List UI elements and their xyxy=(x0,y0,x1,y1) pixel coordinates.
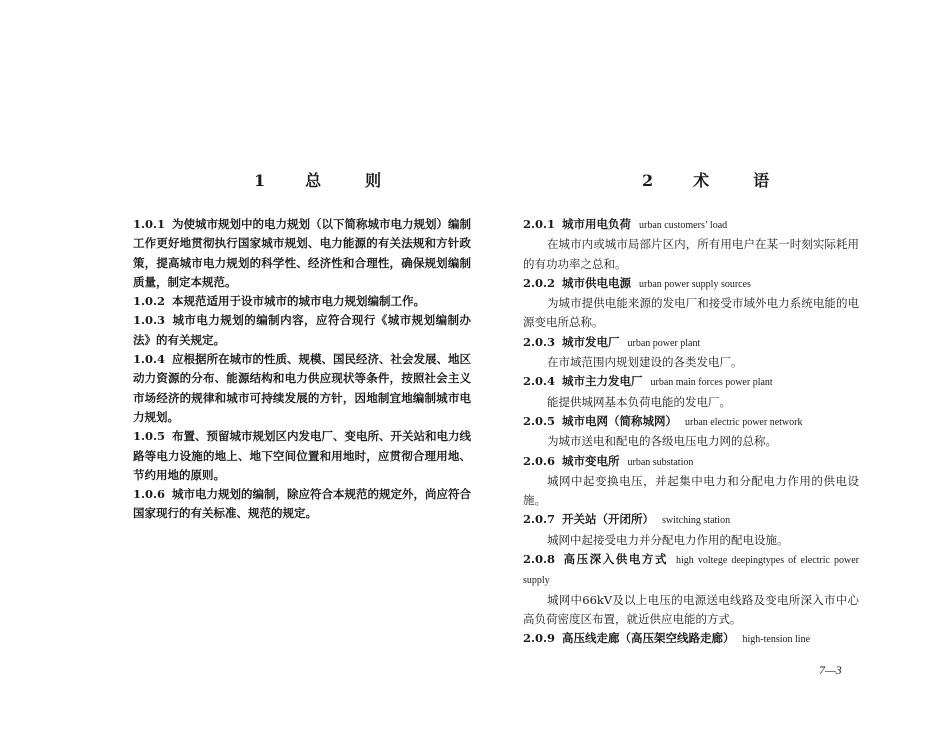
term-entry xyxy=(523,372,859,392)
clause-number: 1.0.3 xyxy=(133,313,166,328)
term-english: urban power supply sources xyxy=(639,278,751,290)
clause xyxy=(133,485,471,524)
page-number: 7—3 xyxy=(819,663,842,677)
chapter-1-title-char-1: 总 xyxy=(305,171,324,190)
chapter-1-number: 1 xyxy=(254,171,268,190)
term-english: urban main forces power plant xyxy=(650,377,773,389)
term-number: 2.0.5 xyxy=(523,413,556,428)
term-english: high voltege deepingtypes of electric power supply xyxy=(523,555,860,587)
term-english: high-tension line xyxy=(742,634,811,646)
term-number: 2.0.3 xyxy=(523,334,556,349)
clause-text: 城市电力规划的编制内容，应符合现行《城市规划编制办法》的有关规定。 xyxy=(133,313,471,347)
term-entry xyxy=(523,510,859,530)
clause-text: 城市电力规划的编制，除应符合本规范的规定外，尚应符合国家现行的有关标准、规范的规定。 xyxy=(133,487,472,521)
term-definition: 为城市送电和配电的各级电压电力网的总称。 xyxy=(547,434,777,449)
term-english: urban electric power network xyxy=(685,416,803,428)
term-definition: 城网中66kV及以上电压的电源送电线路及变电所深入市中心高负荷密度区布置，就近供应电能的方式。 xyxy=(523,592,859,626)
chapter-2-number: 2 xyxy=(642,171,656,190)
chapter-2-title-char-2: 语 xyxy=(753,171,772,190)
term-entry xyxy=(523,629,859,649)
terms-text xyxy=(523,215,859,650)
term-number: 2.0.7 xyxy=(523,512,556,527)
term-definition: 城网中起变换电压，并起集中电力和分配电力作用的供电设施。 xyxy=(523,473,859,508)
clause xyxy=(133,292,471,311)
clause xyxy=(133,311,471,350)
clause-number: 1.0.4 xyxy=(133,352,166,367)
chapter-1-heading xyxy=(254,168,383,191)
term-entry xyxy=(523,274,859,294)
clause-number: 1.0.5 xyxy=(133,429,166,444)
term-number: 2.0.9 xyxy=(523,631,556,646)
chapter-2-heading xyxy=(642,168,771,191)
term-entry xyxy=(523,550,859,591)
term-definition: 在城市内或城市局部片区内，所有用电户在某一时刻实际耗用的有功功率之总和。 xyxy=(523,237,859,271)
chapter-2-title-char-1: 术 xyxy=(693,171,712,190)
term-chinese: 城市变电所 xyxy=(562,453,620,468)
term-number: 2.0.8 xyxy=(523,552,556,567)
general-provisions-text xyxy=(133,215,471,524)
term-entry xyxy=(523,333,859,353)
term-english: urban customers’ load xyxy=(639,220,728,231)
clause-text: 本规范适用于设市城市的城市电力规划编制工作。 xyxy=(172,294,426,309)
term-number: 2.0.4 xyxy=(523,374,556,389)
term-english: urban substation xyxy=(627,456,694,468)
term-definition: 能提供城网基本负荷电能的发电厂。 xyxy=(547,394,731,409)
term-definition: 在市域范围内规划建设的各类发电厂。 xyxy=(547,355,743,370)
term-definition: 城网中起接受电力并分配电力作用的配电设施。 xyxy=(547,532,789,547)
clause-number: 1.0.1 xyxy=(133,217,166,231)
term-number: 2.0.2 xyxy=(523,275,556,290)
clause xyxy=(133,427,471,485)
clause xyxy=(133,350,471,427)
clause-number: 1.0.2 xyxy=(133,294,166,309)
term-number: 2.0.1 xyxy=(523,217,556,231)
term-english: switching station xyxy=(662,515,731,527)
clause-number: 1.0.6 xyxy=(133,487,166,502)
term-chinese: 城市电网（简称城网） xyxy=(562,413,678,428)
term-entry xyxy=(523,412,859,432)
term-chinese: 高压深入供电方式 xyxy=(562,552,669,567)
clause-text: 应根据所在城市的性质、规模、国民经济、社会发展、地区动力资源的分布、能源结构和电力供应现状等条件，按照社会主义市场经济的规律和城市可持续发展的方针，因地制宜地编制城市电力规划。 xyxy=(133,352,472,424)
term-definition: 为城市提供电能来源的发电厂和接受市域外电力系统电能的电源变电所总称。 xyxy=(523,296,859,330)
term-chinese: 城市用电负荷 xyxy=(562,217,632,231)
term-number: 2.0.6 xyxy=(523,453,556,468)
clause xyxy=(133,215,471,292)
term-entry xyxy=(523,452,859,472)
term-chinese: 城市主力发电厂 xyxy=(562,374,643,389)
term-chinese: 开关站（开闭所） xyxy=(562,512,655,527)
term-chinese: 城市供电电源 xyxy=(562,275,632,290)
term-chinese: 高压线走廊（高压架空线路走廊） xyxy=(562,631,735,646)
clause-text: 为使城市规划中的电力规划（以下简称城市电力规划）编制工作更好地贯彻执行国家城市规划、电力能源的有关法规和方针政策，提高城市电力规划的科学性、经济性和合理性，确保规划编制质量，制定本规范。 xyxy=(133,217,472,289)
term-entry xyxy=(523,215,859,235)
chapter-1-title-char-2: 则 xyxy=(365,171,384,190)
term-english: urban power plant xyxy=(627,337,701,349)
clause-text: 布置、预留城市规划区内发电厂、变电所、开关站和电力线路等电力设施的地上、地下空间位置和用地时，应贯彻合理用地、节约用地的原则。 xyxy=(133,429,472,482)
term-chinese: 城市发电厂 xyxy=(562,334,620,349)
